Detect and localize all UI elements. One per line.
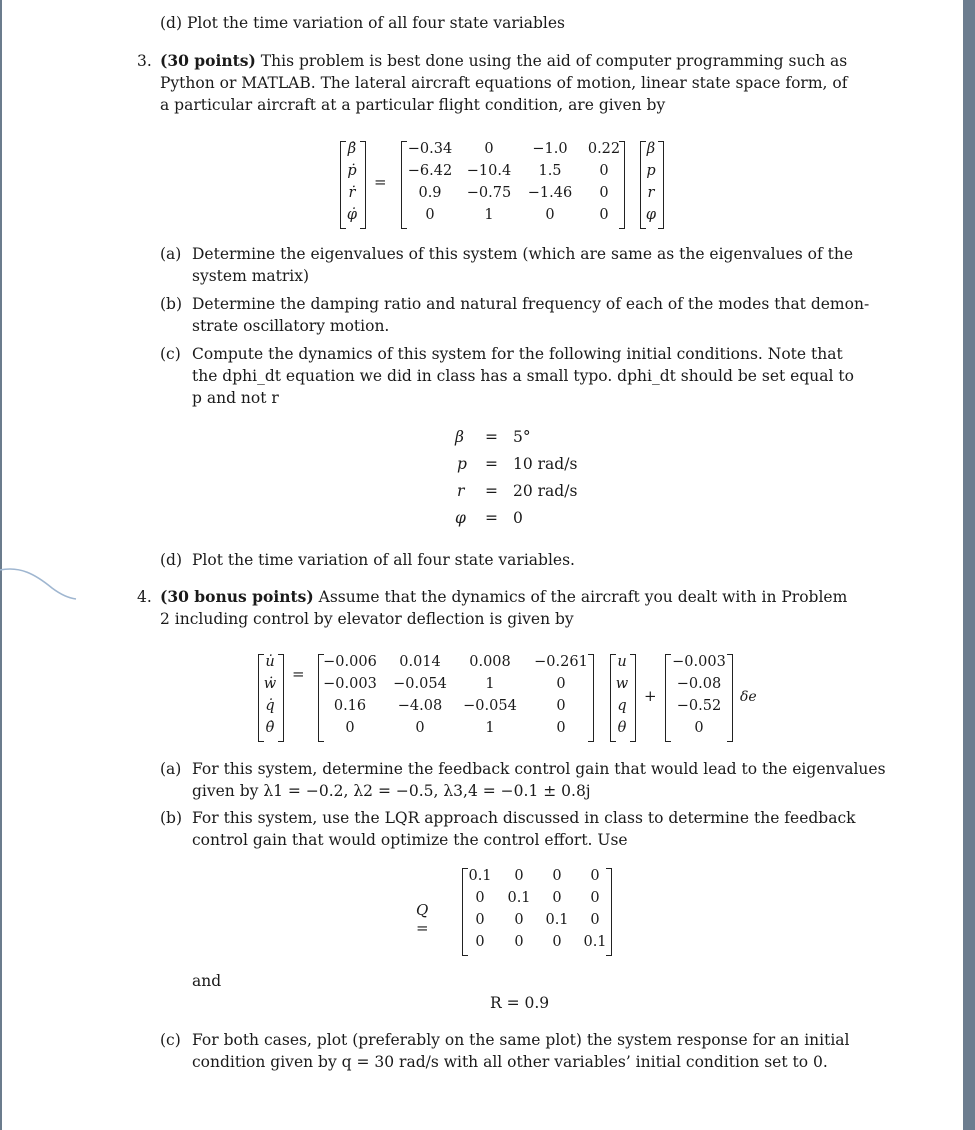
p4-plus: + (644, 687, 657, 705)
p4-b-1: −0.08 (676, 676, 722, 692)
p4-lhs-3: θ̇ (265, 720, 275, 736)
ic-eq-phi: = (485, 509, 498, 527)
p3-lhs-3: φ̇ (346, 207, 358, 223)
q-3-2: 0 (552, 934, 562, 950)
ic-var-phi: φ (455, 509, 466, 527)
ic-eq-beta: = (485, 428, 498, 446)
p4-a-3-3: 0 (556, 720, 566, 736)
q-2-2: 0.1 (545, 912, 569, 928)
p3-state-1: p (646, 163, 656, 179)
q-label: Q = (416, 901, 429, 937)
problem-3-line-2: Python or MATLAB. The lateral aircraft equations of motion, linear state space form, of (160, 74, 848, 92)
q-0-0: 0.1 (468, 868, 492, 884)
q-2-0: 0 (475, 912, 485, 928)
p3-a-1-0: −6.42 (407, 163, 453, 179)
p4-lhs-1: ẇ (263, 676, 277, 692)
page-right-edge (963, 0, 975, 1130)
p3-a-0-3: 0.22 (587, 141, 621, 157)
ic-var-p: p (457, 455, 467, 473)
problem-3-line-1-text: This problem is best done using the aid of computer programming such as (260, 52, 848, 70)
q-2-3: 0 (590, 912, 600, 928)
ic-val-p: 10 rad/s (513, 455, 578, 473)
p3-part-a-line-2: system matrix) (192, 267, 310, 285)
problem-4-line-1 (160, 586, 847, 608)
q-0-1: 0 (514, 868, 524, 884)
p3-state-3: φ (645, 207, 657, 223)
p3-part-b-line-2: strate oscillatory motion. (192, 317, 390, 335)
p3-a-2-2: −1.46 (527, 185, 573, 201)
q-0-2: 0 (552, 868, 562, 884)
q-1-1: 0.1 (507, 890, 531, 906)
q-1-3: 0 (590, 890, 600, 906)
p3-lhs-2: ṙ (348, 185, 356, 201)
p4-a-0-3: −0.261 (534, 654, 588, 670)
p3-part-c-line-3: p and not r (192, 389, 279, 407)
p4-lhs-0: u̇ (265, 654, 275, 670)
ic-var-r: r (457, 482, 465, 500)
p4-part-c-line-2: condition given by q = 30 rad/s with all other variables’ initial condition set to 0. (192, 1053, 828, 1071)
p3-part-a-label: (a) (160, 245, 182, 263)
p4-part-b-label: (b) (160, 809, 183, 827)
q-2-1: 0 (514, 912, 524, 928)
p3-part-d-label: (d) (160, 551, 183, 569)
problem-3-number: 3. (137, 52, 152, 70)
r-equation: R = 0.9 (490, 994, 550, 1012)
p3-lhs-bracket-right (360, 141, 366, 229)
top-line-text: (d) Plot the time variation of all four state variables (160, 14, 565, 32)
p4-part-b-line-1: For this system, use the LQR approach discussed in class to determine the feedback (192, 809, 856, 827)
p4-part-c-label: (c) (160, 1031, 181, 1049)
problem-3-points: (30 points) (160, 51, 256, 70)
p4-a-3-1: 0 (415, 720, 425, 736)
p4-state-2: q (617, 698, 627, 714)
p3-part-a-line-1: Determine the eigenvalues of this system (which are same as the eigenvalues of the (192, 245, 853, 263)
p3-a-3-0: 0 (425, 207, 435, 223)
p3-equals: = (374, 173, 387, 191)
p4-a-0-2: 0.008 (469, 654, 511, 670)
p3-a-3-2: 0 (545, 207, 555, 223)
p3-a-1-3: 0 (599, 163, 609, 179)
p3-a-0-2: −1.0 (532, 141, 568, 157)
p3-a-1-2: 1.5 (538, 163, 562, 179)
p3-a-1-1: −10.4 (466, 163, 512, 179)
p4-a-1-0: −0.003 (323, 676, 377, 692)
p4-a-3-0: 0 (345, 720, 355, 736)
p4-a-0-0: −0.006 (323, 654, 377, 670)
q-3-0: 0 (475, 934, 485, 950)
p4-lhs-2: q̇ (265, 698, 275, 714)
p4-state-3: θ (617, 720, 627, 736)
p3-state-2: r (647, 185, 655, 201)
p4-part-c-line-1: For both cases, plot (preferably on the same plot) the system response for an initial (192, 1031, 850, 1049)
p4-state-1: w (615, 676, 629, 692)
p4-b-2: −0.52 (676, 698, 722, 714)
p4-a-1-1: −0.054 (393, 676, 447, 692)
p3-part-c-line-1: Compute the dynamics of this system for the following initial conditions. Note that (192, 345, 843, 363)
pen-stroke-mark (0, 560, 80, 605)
p4-b-0: −0.003 (672, 654, 726, 670)
ic-eq-r: = (485, 482, 498, 500)
q-3-3: 0.1 (583, 934, 607, 950)
p3-lhs-1: ṗ (347, 163, 357, 179)
p3-a-3-3: 0 (599, 207, 609, 223)
ic-val-r: 20 rad/s (513, 482, 578, 500)
p3-a-2-3: 0 (599, 185, 609, 201)
q-0-3: 0 (590, 868, 600, 884)
ic-val-beta: 5° (513, 428, 531, 446)
and-text: and (192, 972, 222, 990)
problem-3-line-1 (160, 50, 847, 72)
p3-a-2-0: 0.9 (418, 185, 442, 201)
p4-part-b-line-2: control gain that would optimize the control effort. Use (192, 831, 628, 849)
p4-a-2-3: 0 (556, 698, 566, 714)
p4-a-0-1: 0.014 (399, 654, 441, 670)
problem-4-line-1-text: Assume that the dynamics of the aircraft you dealt with in Problem (318, 588, 848, 606)
q-3-1: 0 (514, 934, 524, 950)
ic-val-phi: 0 (513, 509, 523, 527)
p4-a-2-2: −0.054 (463, 698, 517, 714)
p3-a-0-1: 0 (484, 141, 494, 157)
problem-3-line-3: a particular aircraft at a particular flight condition, are given by (160, 96, 666, 114)
p4-a-2-0: 0.16 (333, 698, 367, 714)
p3-part-d-line: Plot the time variation of all four state variables. (192, 551, 575, 569)
p4-part-a-line-2: given by λ1 = −0.2, λ2 = −0.5, λ3,4 = −0.1 ± 0.8j (192, 782, 591, 800)
ic-eq-p: = (485, 455, 498, 473)
p4-b-3: 0 (694, 720, 704, 736)
p4-a-1-3: 0 (556, 676, 566, 692)
p4-a-2-1: −4.08 (397, 698, 443, 714)
p4-a-3-2: 1 (485, 720, 495, 736)
problem-4-number: 4. (137, 588, 152, 606)
q-1-0: 0 (475, 890, 485, 906)
p3-part-b-line-1: Determine the damping ratio and natural frequency of each of the modes that demon- (192, 295, 870, 313)
p4-part-a-line-1: For this system, determine the feedback control gain that would lead to the eigenvalues (192, 760, 886, 778)
p3-a-2-1: −0.75 (466, 185, 512, 201)
p3-lhs-0: β̇ (347, 141, 357, 157)
p4-a-1-2: 1 (485, 676, 495, 692)
p3-part-c-line-2: the dphi_dt equation we did in class has a small typo. dphi_dt should be set equal to (192, 367, 854, 385)
p4-equals: = (292, 665, 305, 683)
p3-a-0-0: −0.34 (407, 141, 453, 157)
p3-a-3-1: 1 (484, 207, 494, 223)
problem-4-points: (30 bonus points) (160, 587, 314, 606)
p4-lhs-bracket-right (278, 654, 284, 742)
p3-part-c-label: (c) (160, 345, 181, 363)
p3-state-0: β (646, 141, 656, 157)
q-1-2: 0 (552, 890, 562, 906)
problem-4-line-2: 2 including control by elevator deflection is given by (160, 610, 574, 628)
p3-part-b-label: (b) (160, 295, 183, 313)
p4-input-delta-e: δe (740, 689, 757, 705)
ic-var-beta: β (455, 428, 464, 446)
p4-state-0: u (617, 654, 627, 670)
p4-part-a-label: (a) (160, 760, 182, 778)
